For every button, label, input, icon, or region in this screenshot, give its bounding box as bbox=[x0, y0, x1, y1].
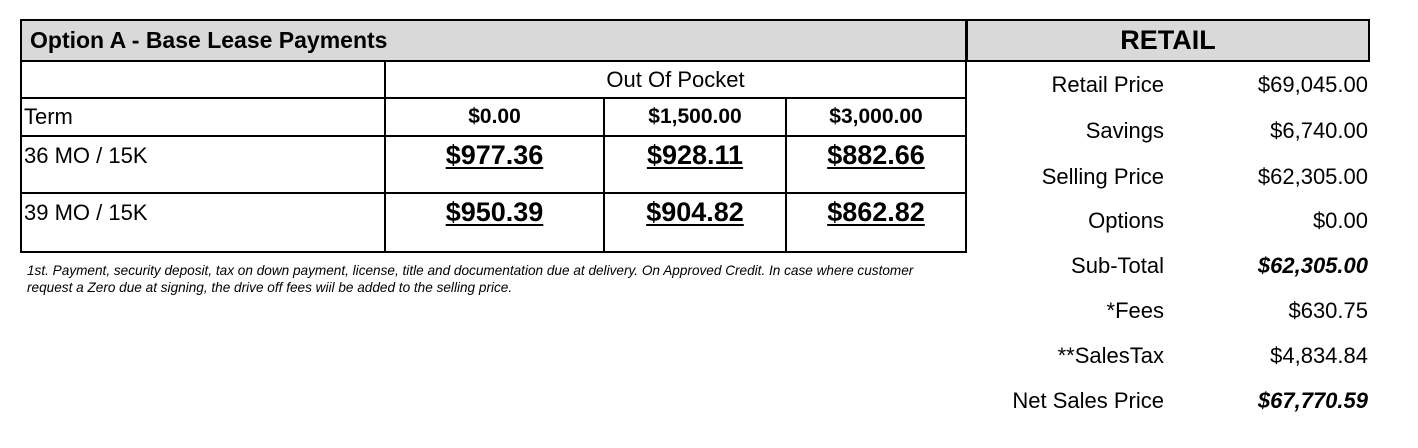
disclaimer-note: 1st. Payment, security deposit, tax on down payment, license, title and documentation due at delivery. On Approved Credit. In case where customer request a Zero due at signing, the drive off fees wiil be added to the selling price. bbox=[27, 263, 914, 295]
retail-value: $67,770.59 bbox=[1257, 388, 1368, 413]
payment-cell: $862.82 bbox=[827, 197, 925, 227]
lease-table-title: Option A - Base Lease Payments bbox=[20, 19, 967, 62]
out-of-pocket-row bbox=[22, 62, 965, 99]
net-sales-price-row bbox=[966, 388, 1368, 432]
sub-total-row bbox=[966, 253, 1368, 297]
retail-value: $62,305.00 bbox=[1257, 253, 1368, 278]
retail-label: Net Sales Price bbox=[1012, 388, 1164, 413]
retail-label: **SalesTax bbox=[1057, 343, 1164, 368]
payment-cell: $904.82 bbox=[605, 194, 787, 251]
retail-label: Savings bbox=[1085, 118, 1164, 143]
retail-label: Options bbox=[1088, 208, 1164, 233]
payment-cell: $977.36 bbox=[386, 137, 605, 192]
empty-header-cell bbox=[22, 62, 386, 97]
amount-header-0: $0.00 bbox=[386, 99, 605, 135]
retail-title: RETAIL bbox=[966, 19, 1370, 62]
term-cell: 39 MO / 15K bbox=[22, 194, 386, 251]
table-row bbox=[22, 137, 965, 194]
retail-value: $630.75 bbox=[1288, 298, 1368, 323]
savings-row bbox=[966, 118, 1368, 162]
fees-row bbox=[966, 298, 1368, 342]
retail-label: Selling Price bbox=[1041, 164, 1164, 189]
lease-grid bbox=[20, 62, 967, 253]
term-header-row bbox=[22, 99, 965, 137]
term-label: Term bbox=[22, 99, 386, 135]
lease-payments-table bbox=[20, 19, 967, 253]
amount-header-1: $1,500.00 bbox=[605, 99, 787, 135]
payment-cell: $882.66 bbox=[827, 140, 925, 170]
selling-price-row bbox=[966, 164, 1368, 208]
retail-value: $4,834.84 bbox=[1270, 343, 1368, 368]
retail-label: Retail Price bbox=[1051, 72, 1164, 97]
amount-header-2: $3,000.00 bbox=[829, 105, 923, 128]
retail-value: $69,045.00 bbox=[1257, 72, 1368, 97]
sales-tax-row bbox=[966, 343, 1368, 387]
retail-value: $62,305.00 bbox=[1257, 164, 1368, 189]
retail-label: Sub-Total bbox=[1071, 253, 1164, 278]
options-row bbox=[966, 208, 1368, 252]
out-of-pocket-label: Out Of Pocket bbox=[606, 66, 745, 92]
retail-value: $0.00 bbox=[1312, 208, 1368, 233]
payment-cell: $928.11 bbox=[605, 137, 787, 192]
table-row bbox=[22, 194, 965, 251]
term-cell: 36 MO / 15K bbox=[22, 137, 386, 192]
retail-value: $6,740.00 bbox=[1270, 118, 1368, 143]
retail-label: *Fees bbox=[1106, 298, 1164, 323]
payment-cell: $950.39 bbox=[386, 194, 605, 251]
retail-price-row bbox=[966, 72, 1368, 116]
